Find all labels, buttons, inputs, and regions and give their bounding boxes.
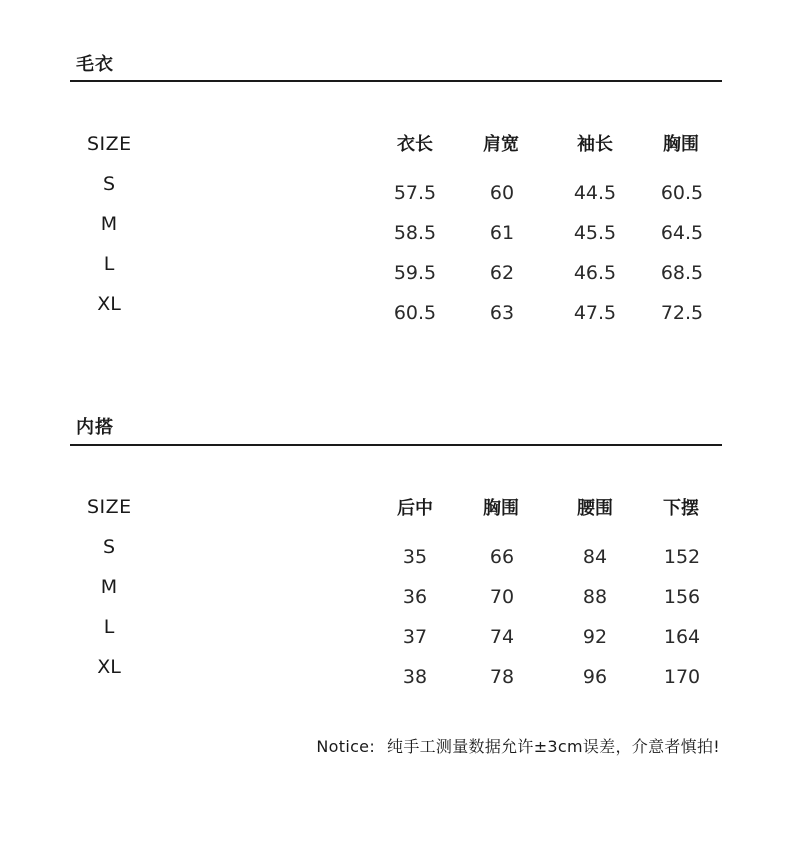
size-label: L: [103, 616, 115, 638]
column-header: 后中: [397, 498, 433, 519]
table-cell: 164: [663, 626, 701, 648]
table-cell: 156: [663, 586, 701, 608]
table-cell: 44.5: [573, 182, 617, 204]
size-label: S: [102, 173, 116, 195]
table-cell: 96: [582, 666, 608, 688]
table-cell: 61: [489, 222, 515, 244]
size-label: M: [100, 576, 118, 598]
table-cell: 62: [489, 262, 515, 284]
table-cell: 57.5: [393, 182, 437, 204]
section-title-sweater: 毛衣: [76, 54, 114, 75]
table-cell: 60.5: [660, 182, 704, 204]
table-cell: 70: [489, 586, 515, 608]
table-cell: 38: [402, 666, 428, 688]
table-cell: 47.5: [573, 302, 617, 324]
notice-text: 纯手工测量数据允许±3cm误差，介意者慎拍!: [387, 737, 720, 756]
table-cell: 60.5: [393, 302, 437, 324]
table-cell: 45.5: [573, 222, 617, 244]
table-cell: 46.5: [573, 262, 617, 284]
table-cell: 72.5: [660, 302, 704, 324]
column-header: 腰围: [577, 498, 613, 519]
table-cell: 60: [489, 182, 515, 204]
section-divider: [70, 80, 722, 82]
column-header: 袖长: [577, 134, 613, 155]
size-label: S: [102, 536, 116, 558]
section-title-inner: 内搭: [76, 417, 114, 438]
table-cell: 59.5: [393, 262, 437, 284]
column-header: 衣长: [397, 134, 433, 155]
table-cell: 88: [582, 586, 608, 608]
notice: [316, 734, 720, 757]
table-cell: 66: [489, 546, 515, 568]
size-column-header: SIZE: [87, 133, 132, 155]
size-label: XL: [97, 656, 121, 678]
notice-label: Notice:: [316, 737, 376, 756]
table-cell: 68.5: [660, 262, 704, 284]
table-cell: 37: [402, 626, 428, 648]
table-cell: 74: [489, 626, 515, 648]
section-divider: [70, 444, 722, 446]
column-header: 肩宽: [483, 134, 519, 155]
size-label: XL: [97, 293, 121, 315]
table-cell: 63: [489, 302, 515, 324]
column-header: 胸围: [663, 134, 699, 155]
column-header: 胸围: [483, 498, 519, 519]
table-cell: 78: [489, 666, 515, 688]
column-header: 下摆: [663, 498, 699, 519]
size-column-header: SIZE: [87, 496, 132, 518]
table-cell: 92: [582, 626, 608, 648]
table-cell: 170: [663, 666, 701, 688]
size-label: L: [103, 253, 115, 275]
size-label: M: [100, 213, 118, 235]
table-cell: 58.5: [393, 222, 437, 244]
table-cell: 152: [663, 546, 701, 568]
table-cell: 84: [582, 546, 608, 568]
table-cell: 36: [402, 586, 428, 608]
table-cell: 35: [402, 546, 428, 568]
table-cell: 64.5: [660, 222, 704, 244]
